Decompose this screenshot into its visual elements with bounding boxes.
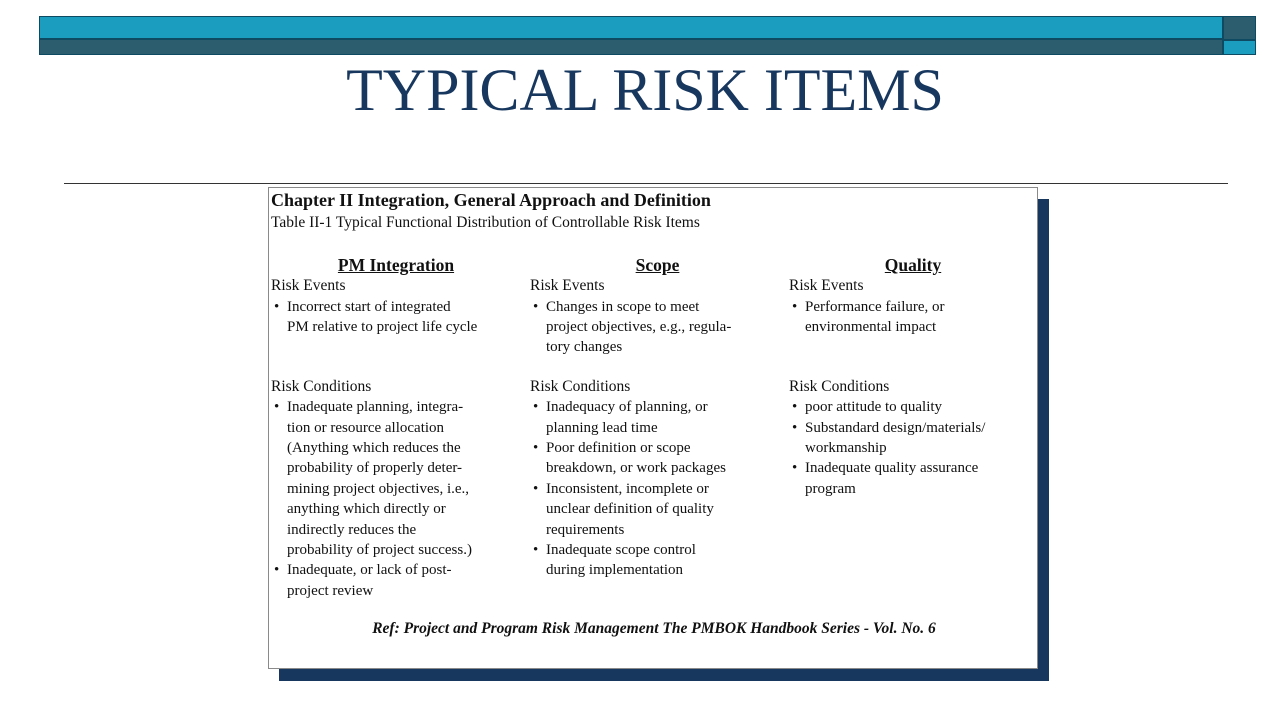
item-line: project review [287, 582, 374, 599]
reference-note: Ref: Project and Program Risk Management The PMBOK Handbook Series - Vol. No. 6 [372, 620, 936, 637]
item-line: requirements [546, 521, 625, 538]
item-line: PM relative to project life cycle [287, 318, 478, 335]
item-line: program [805, 480, 856, 497]
column-heading: Scope [635, 255, 680, 275]
item-line: • Changes in scope to meet [546, 298, 700, 315]
item-line: anything which directly or [287, 501, 446, 518]
risk-event-item [271, 297, 521, 338]
item-line: tory changes [546, 339, 623, 356]
risk-condition-item [530, 438, 785, 479]
risk-events-label: Risk Events [530, 277, 605, 294]
item-line: tion or resource allocation [287, 419, 445, 436]
section-gap [530, 358, 785, 377]
table-caption: Table II-1 Typical Functional Distribution of Controllable Risk Items [271, 214, 700, 231]
risk-event-item [789, 297, 1037, 338]
item-line: environmental impact [805, 318, 937, 335]
item-line: (Anything which reduces the [287, 440, 461, 457]
column-heading: PM Integration [337, 255, 455, 275]
header-corner-block-top [1223, 16, 1256, 40]
item-line: indirectly reduces the [287, 521, 417, 538]
section-gap [271, 337, 521, 376]
column-heading: Quality [884, 255, 942, 275]
risk-events-list [530, 297, 785, 358]
column-pm-integration [271, 254, 521, 601]
item-line: • Inadequate, or lack of post- [287, 562, 452, 579]
column-scope [530, 254, 785, 581]
risk-events-list [271, 297, 521, 338]
risk-condition-item [789, 397, 1037, 417]
item-line: planning lead time [546, 419, 658, 436]
item-line: • poor attitude to quality [805, 399, 943, 416]
title-divider [64, 183, 1228, 184]
risk-events-list [789, 297, 1037, 338]
item-line: during implementation [546, 562, 684, 579]
column-quality [789, 254, 1037, 499]
risk-conditions-list [789, 397, 1037, 499]
risk-condition-item [530, 479, 785, 540]
risk-condition-item [789, 458, 1037, 499]
slide-title: TYPICAL RISK ITEMS [346, 57, 944, 123]
risk-conditions-label: Risk Conditions [789, 377, 890, 395]
item-line: project objectives, e.g., regula- [546, 318, 732, 335]
item-line: breakdown, or work packages [546, 460, 726, 477]
item-line: • Inadequate quality assurance [805, 460, 979, 477]
item-line: • Substandard design/materials/ [805, 419, 986, 436]
risk-condition-item [271, 397, 521, 560]
risk-events-label: Risk Events [789, 277, 864, 294]
header-band-top [39, 16, 1223, 39]
document-image [268, 187, 1038, 669]
item-line: • Incorrect start of integrated [287, 298, 451, 315]
item-line: • Inadequate planning, integra- [287, 399, 464, 416]
risk-events-label: Risk Events [271, 277, 346, 294]
item-line: • Performance failure, or [805, 298, 945, 315]
item-line: • Inadequacy of planning, or [546, 399, 708, 416]
item-line: mining project objectives, i.e., [287, 480, 470, 497]
risk-conditions-label: Risk Conditions [271, 377, 372, 395]
item-line: • Inadequate scope control [546, 542, 696, 559]
risk-event-item [530, 297, 785, 358]
item-line: • Inconsistent, incomplete or [546, 480, 709, 497]
item-line: • Poor definition or scope [546, 440, 691, 457]
risk-condition-item [530, 397, 785, 438]
item-line: probability of project success.) [287, 542, 472, 559]
item-line: probability of properly deter- [287, 460, 463, 477]
chapter-heading: Chapter II Integration, General Approach and Definition [271, 190, 711, 210]
section-gap [789, 337, 1037, 376]
item-line: workmanship [805, 440, 887, 457]
risk-conditions-list [530, 397, 785, 581]
risk-condition-item [271, 560, 521, 601]
risk-condition-item [789, 418, 1037, 459]
item-line: unclear definition of quality [546, 501, 714, 518]
risk-condition-item [530, 540, 785, 581]
risk-conditions-list [271, 397, 521, 601]
risk-conditions-label: Risk Conditions [530, 377, 631, 395]
